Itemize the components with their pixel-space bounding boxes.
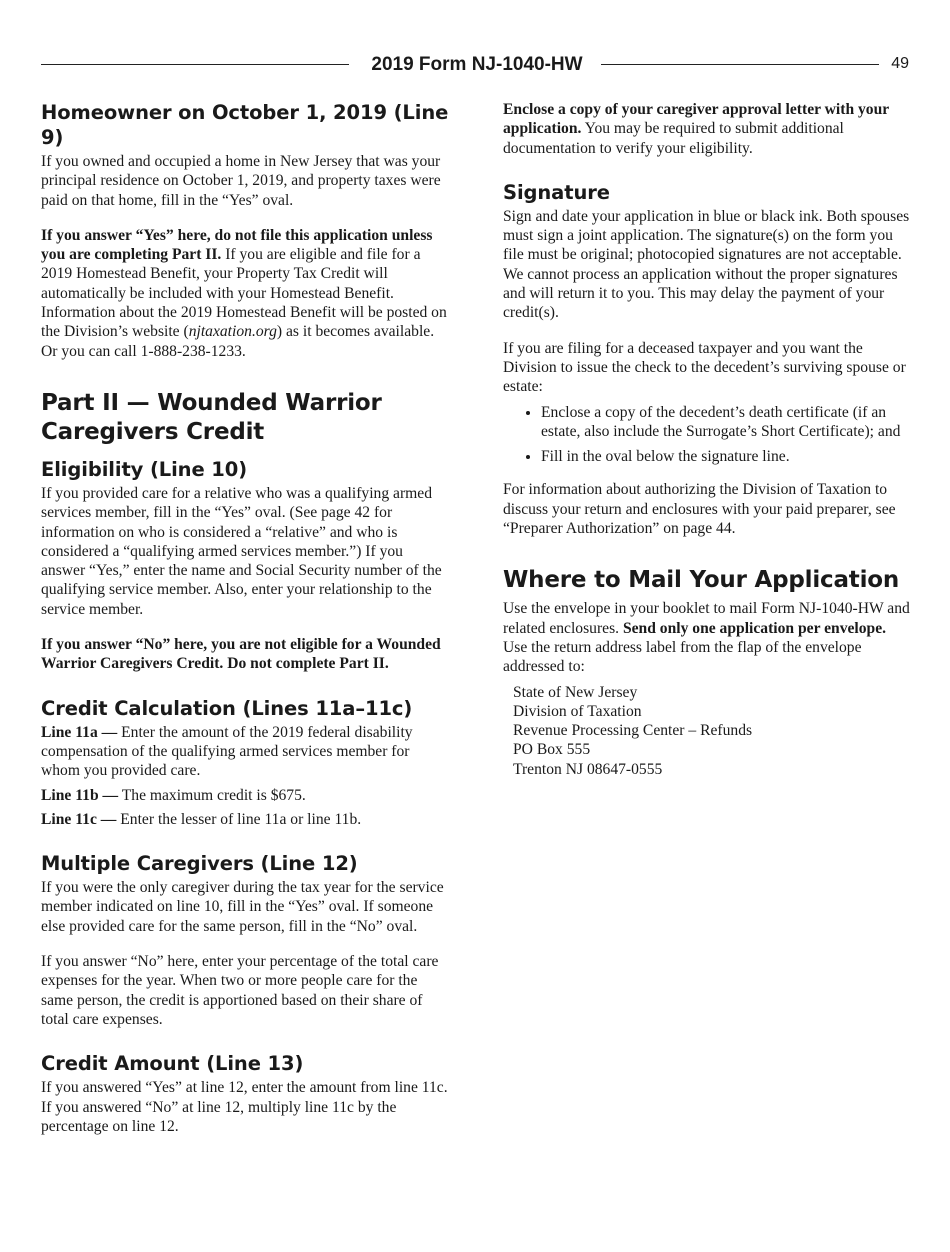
signature-paragraph-3: For information about authorizing the Division of Taxation to discuss your return and enclosures with your paid preparer, see “Preparer Authorization” on page 44. bbox=[503, 481, 896, 538]
multiple-caregivers-paragraph-2: If you answer “No” here, enter your percentage of the total care expenses for the year. When two or more people care for the same person, the credit is apportioned based on their share of total care expenses. bbox=[41, 953, 439, 1028]
address-line: PO Box 555 bbox=[513, 741, 591, 759]
eligibility-heading: Eligibility (Line 10) bbox=[41, 457, 248, 481]
homeowner-note-text-a: If you are eligible and file for a 2019 Homestead Benefit, your Property Tax Credit will automatically be included with your Homestead Benefit. Information about the 2019 Homestead Benefit will be posted on the Division’s website ( bbox=[41, 246, 447, 341]
list-item: • Enclose a copy of the decedent’s death certificate (if an estate, also include the Surrogate’s Short Certificate); and bbox=[541, 403, 913, 442]
line-11c-text bbox=[41, 810, 451, 829]
homeowner-paragraph: If you owned and occupied a home in New Jersey that was your principal residence on October 1, 2019, and property taxes were paid on that home, fill in the “Yes” oval. bbox=[41, 153, 441, 209]
right-column bbox=[503, 100, 913, 779]
mailing-address bbox=[513, 683, 913, 779]
multiple-caregivers-paragraph-1: If you were the only caregiver during the tax year for the service member indicated on line 10, fill in the “Yes” oval. If someone else provided care for the same person, fill in the “No” oval. bbox=[41, 879, 444, 935]
header-rule-left bbox=[41, 64, 349, 65]
website-link[interactable]: njtaxation.org bbox=[188, 323, 277, 341]
enclose-note bbox=[503, 100, 913, 158]
signature-paragraph-1: Sign and date your application in blue or black ink. Both spouses must sign a joint application. The signature(s) on the form you file must be original; photocopied signatures are not acceptable. We cannot process an application without the proper signatures and will return it to you. This may delay the payment of your credit(s). bbox=[503, 207, 910, 322]
signature-paragraph-2: If you are filing for a deceased taxpayer and you want the Division to issue the check to the decedent’s surviving spouse or estate: bbox=[503, 339, 906, 396]
mail-paragraph-a: Use the envelope in your booklet to mail Form NJ-1040-HW and related enclosures. bbox=[503, 600, 910, 637]
homeowner-note-bold: If you answer “Yes” here, do not file this application unless you are completing Part II. bbox=[41, 226, 433, 264]
line-11a-label: Line 11a — bbox=[41, 723, 118, 741]
homeowner-note bbox=[41, 226, 451, 361]
mail-heading: Where to Mail Your Application bbox=[503, 567, 900, 594]
address-line: Revenue Processing Center – Refunds bbox=[513, 722, 753, 740]
deceased-taxpayer-list bbox=[503, 403, 913, 467]
part-two-heading-line2: Caregivers Credit bbox=[41, 418, 265, 445]
eligibility-paragraph: If you provided care for a relative who was a qualifying armed services member, fill in the “Yes” oval. (See page 42 for information on who is considered a “relative” and who is considered a “qualifying armed services member.”) If you answer “Yes,” enter the name and Social Security number of the qualifying service member. Also, enter your relationship to the service member. bbox=[41, 484, 442, 618]
page-header bbox=[41, 52, 909, 78]
line-11b-text bbox=[41, 786, 451, 805]
mail-paragraph-b: Use the return address label from the flap of the envelope addressed to: bbox=[503, 638, 862, 676]
credit-amount-paragraph: If you answered “Yes” at line 12, enter the amount from line 11c. If you answered “No” at line 12, multiply line 11c by the percentage on line 12. bbox=[41, 1079, 448, 1135]
credit-amount-heading: Credit Amount (Line 13) bbox=[41, 1052, 304, 1076]
eligibility-note-bold: If you answer “No” here, you are not eligible for a Wounded Warrior Caregivers Credit. Do not complete Part II. bbox=[41, 636, 441, 673]
address-line: Trenton NJ 08647-0555 bbox=[513, 760, 663, 778]
form-title: 2019 Form NJ-1040-HW bbox=[371, 54, 583, 75]
signature-heading: Signature bbox=[503, 180, 610, 204]
eligibility-note bbox=[41, 635, 451, 674]
part-two-heading-line1: Part II — Wounded Warrior bbox=[41, 389, 382, 416]
mail-paragraph bbox=[503, 599, 913, 676]
line-11c-label: Line 11c — bbox=[41, 810, 117, 828]
line-11a-text bbox=[41, 723, 451, 781]
part-two-heading bbox=[41, 389, 451, 447]
enclose-note-bold: Enclose a copy of your caregiver approval letter with your application. bbox=[503, 101, 889, 138]
left-column bbox=[41, 100, 451, 1136]
header-rule-right bbox=[601, 64, 879, 65]
homeowner-heading: Homeowner on October 1, 2019 (Line 9) bbox=[41, 101, 449, 149]
multiple-caregivers-heading: Multiple Caregivers (Line 12) bbox=[41, 852, 358, 876]
line-11b-label: Line 11b — bbox=[41, 786, 119, 804]
page-number: 49 bbox=[891, 55, 909, 72]
line-11c-body: Enter the lesser of line 11a or line 11b. bbox=[116, 810, 362, 828]
mail-paragraph-bold: Send only one application per envelope. bbox=[622, 619, 887, 637]
credit-calculation-heading: Credit Calculation (Lines 11a–11c) bbox=[41, 696, 413, 720]
address-line: State of New Jersey bbox=[513, 683, 638, 701]
line-11b-body: The maximum credit is $675. bbox=[118, 786, 306, 804]
line-11a-body: Enter the amount of the 2019 federal disability compensation of the qualifying armed services member for whom you provided care. bbox=[41, 723, 413, 780]
enclose-note-text: You may be required to submit additional documentation to verify your eligibility. bbox=[503, 120, 844, 157]
homeowner-note-text-b: ) as it becomes available. Or you can call 1-888-238-1233. bbox=[41, 323, 435, 360]
address-line: Division of Taxation bbox=[513, 702, 642, 720]
list-item: • Fill in the oval below the signature line. bbox=[541, 447, 913, 466]
